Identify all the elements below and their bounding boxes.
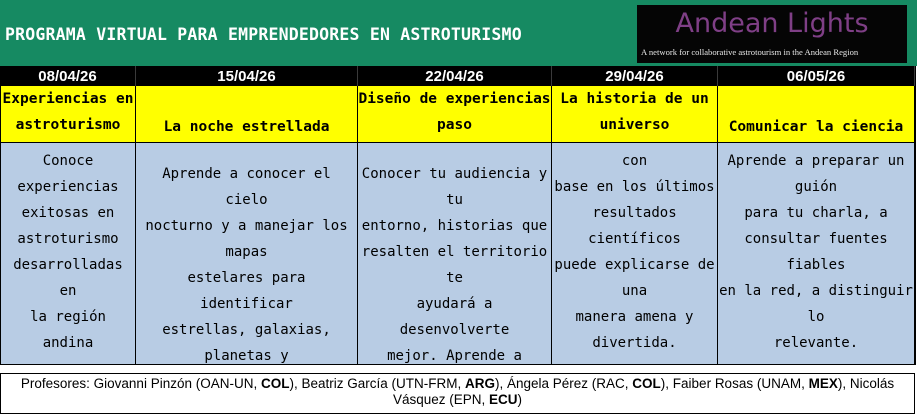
description-line: experiencias (17, 179, 119, 195)
topic-line: Experiencias en (2, 91, 134, 107)
description-line: con (621, 153, 648, 169)
date-header: 08/04/26 (0, 66, 136, 86)
description-line: astroturismo (17, 231, 119, 247)
description-line: en la red, a distinguir lo (719, 283, 913, 325)
description-line: base en los últimos (554, 179, 715, 195)
footer-prefix: Profesores: (20, 376, 94, 391)
description-line: consultar fuentes fiables (744, 231, 888, 273)
description-line: ayudará a desenvolverte (399, 296, 510, 338)
session-description (718, 143, 915, 365)
logo-name: Andean Lights (675, 8, 869, 39)
topic-line: Comunicar la ciencia (728, 119, 904, 135)
country-code: ECU (489, 392, 518, 407)
description-line: resultados científicos (588, 205, 681, 247)
description-line: Conoce (42, 153, 94, 169)
session-topic (136, 86, 358, 143)
description-line: entorno, historias que (361, 218, 548, 234)
session-topic (552, 86, 718, 143)
country-code: ARG (464, 376, 495, 391)
session-description (0, 143, 136, 365)
schedule-table (0, 66, 916, 365)
description-line: Conocer tu audiencia y tu (361, 166, 548, 208)
date-header: 15/04/26 (136, 66, 358, 86)
country-code: COL (260, 376, 290, 391)
description-line: relevante. (773, 335, 859, 351)
description-line: estelares para identificar (187, 270, 306, 312)
logo-tagline: A network for collaborative astrotourism in the Andean Region (641, 47, 859, 57)
professor-entry: Nicolás Vásquez (EPN, ECU) (392, 376, 895, 407)
session-description (136, 143, 358, 365)
topic-line: La noche estrellada (163, 119, 330, 135)
topic-line: universo (599, 117, 670, 133)
session-topic (358, 86, 552, 143)
header-banner (0, 0, 917, 66)
session-description (358, 143, 552, 365)
session-topic (718, 86, 915, 143)
description-line: para tu charla, a (744, 205, 888, 221)
description-line: mejor. Aprende a (387, 348, 522, 364)
description-line: puede explicarse de una (554, 257, 715, 299)
description-line: exitosas en (21, 205, 115, 221)
program-title: PROGRAMA VIRTUAL PARA EMPRENDEDORES EN ASTROTURISMO (5, 25, 522, 44)
topic-line: Diseño de experiencias paso (358, 91, 551, 133)
professors-footer (0, 373, 915, 414)
description-line: resalten el territorio te (361, 244, 548, 286)
andean-lights-logo (637, 5, 907, 63)
date-header: 29/04/26 (552, 66, 718, 86)
description-line: desarrolladas en (13, 257, 123, 299)
session-description (552, 143, 718, 365)
date-header: 22/04/26 (358, 66, 552, 86)
description-line: Aprende a conocer el cielo (162, 166, 331, 208)
session-topic (0, 86, 136, 143)
professor-entry: Giovanni Pinzón (OAN-UN, COL), (93, 376, 302, 391)
country-code: COL (632, 376, 661, 391)
date-header: 06/05/26 (718, 66, 915, 86)
description-line: Aprende a preparar un guión (727, 153, 905, 195)
description-line: manera amena y (575, 309, 694, 325)
country-code: MEX (808, 376, 838, 391)
topic-line: astroturismo (15, 117, 121, 133)
professor-entry: Beatriz García (UTN-FRM, ARG), (301, 376, 507, 391)
description-line: nocturno y a manejar los mapas (145, 218, 348, 260)
professor-entry: Ángela Pérez (RAC, COL), (506, 376, 673, 391)
description-line: divertida. (592, 335, 677, 351)
description-line: estrellas, galaxias, planetas y (162, 322, 331, 364)
professor-entry: Faiber Rosas (UNAM, MEX), (672, 376, 850, 391)
description-line: la región andina (30, 309, 106, 351)
topic-line: La historia de un (560, 91, 709, 107)
